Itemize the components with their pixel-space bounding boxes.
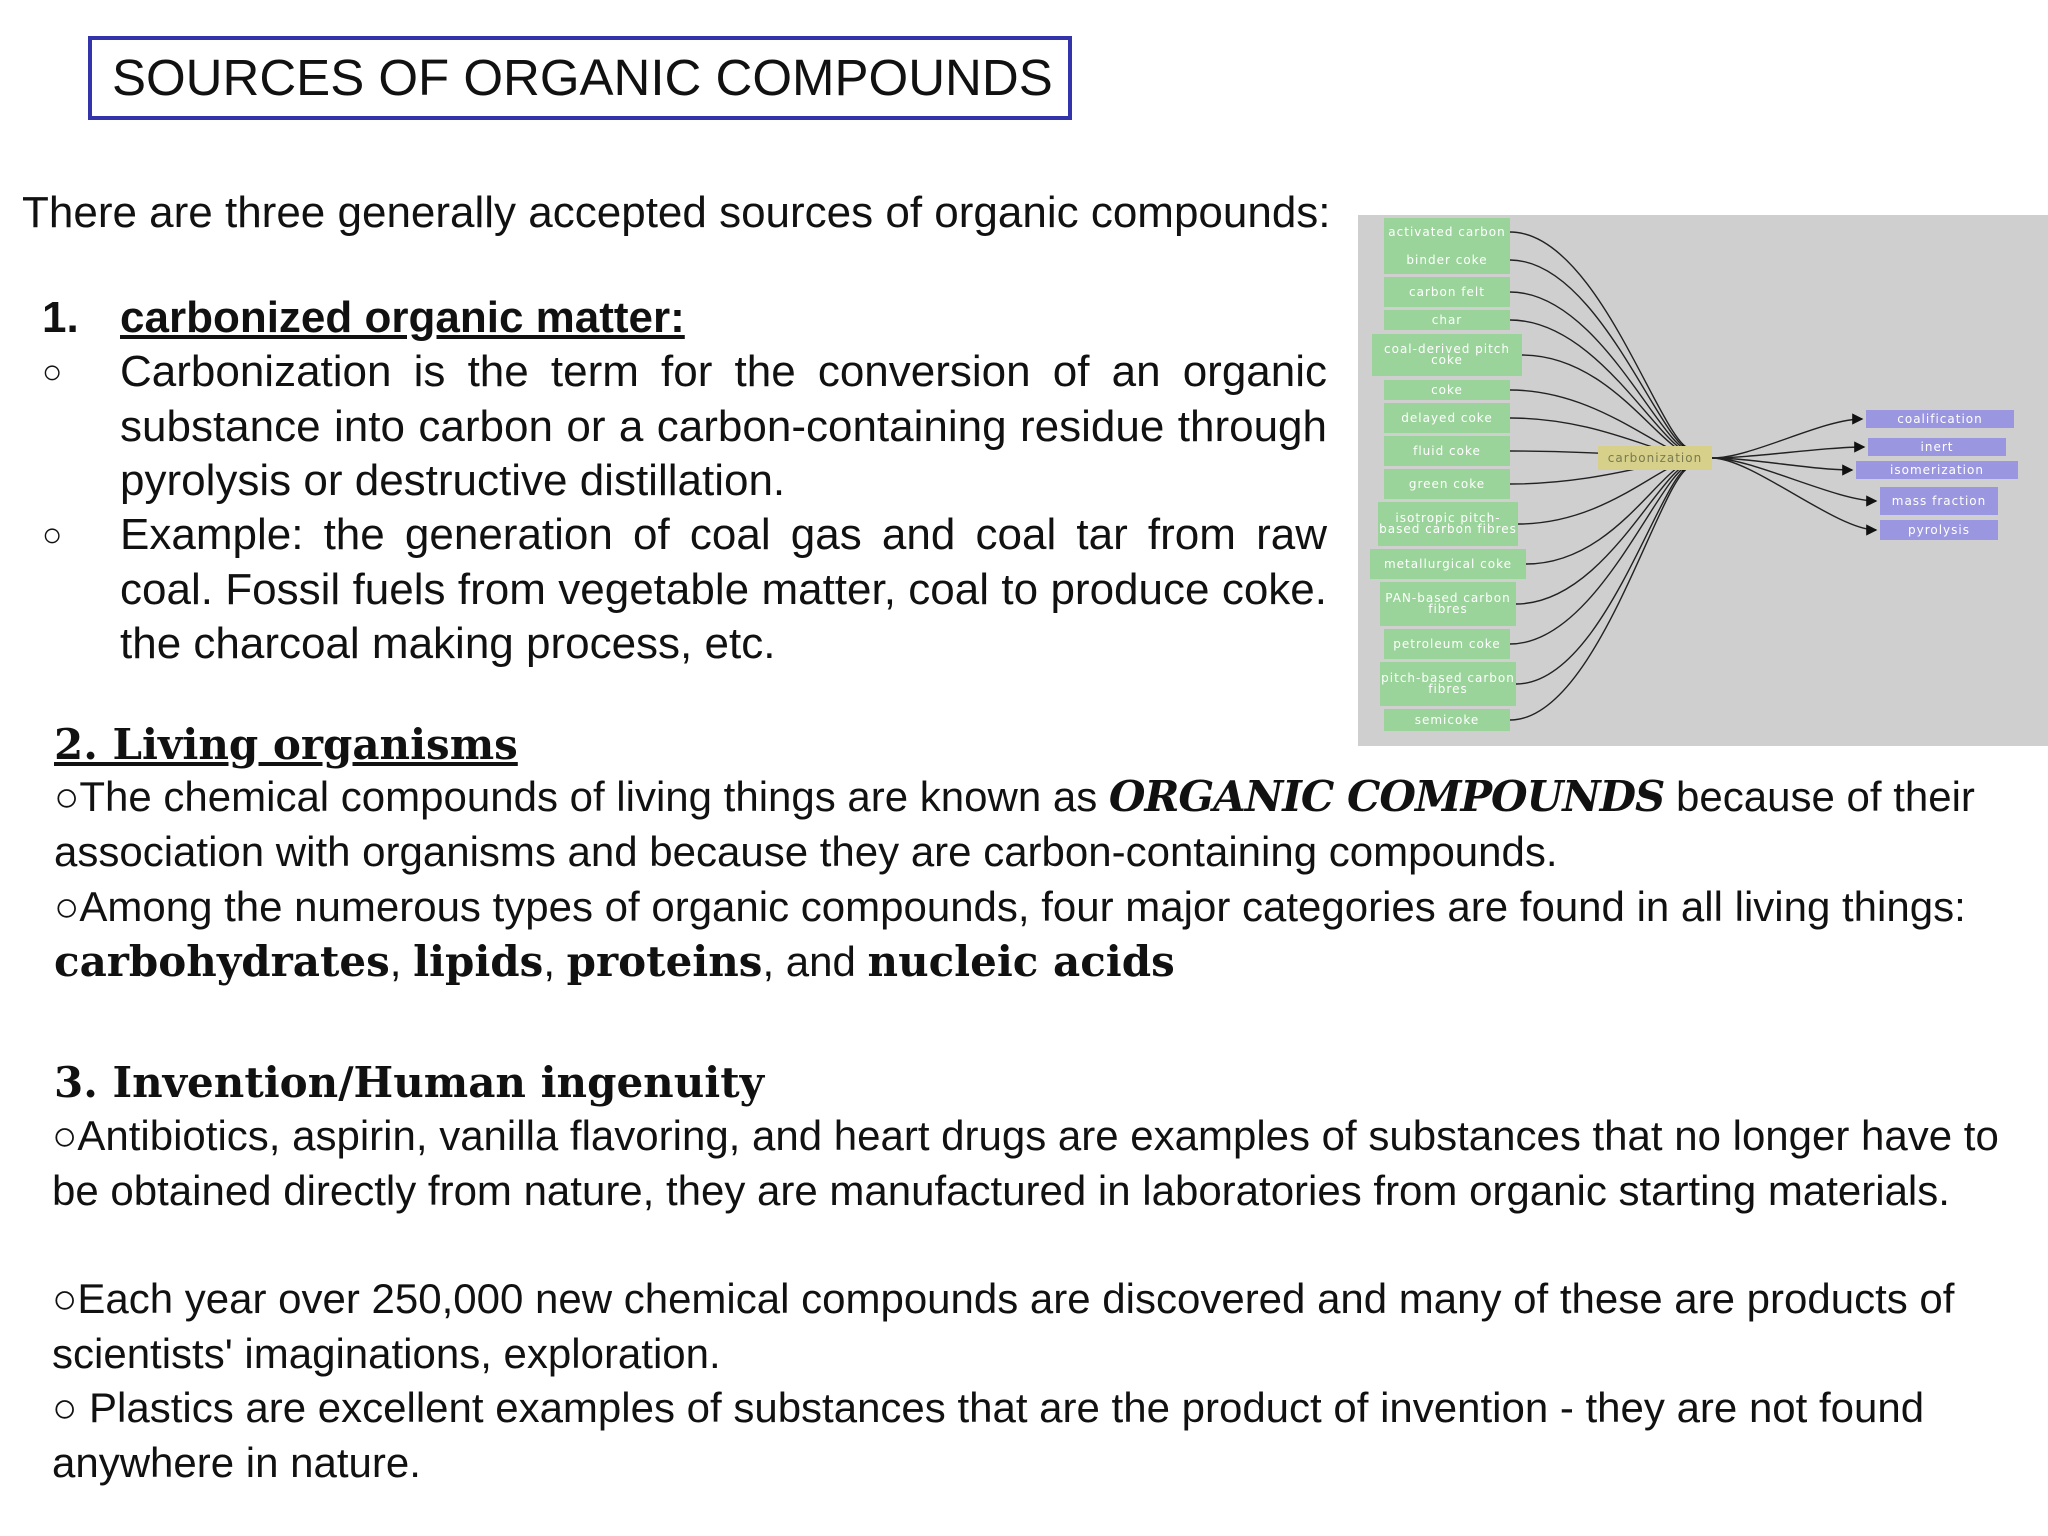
intro-text: There are three generally accepted sources of organic compounds: [22,188,1331,237]
section1-item [42,345,1327,509]
section2-paragraph [54,880,2014,989]
section1-heading [42,290,685,346]
organic-compounds-emphasis: ORGANIC COMPOUNDS [1108,772,1665,821]
paragraph-lead: ○Among the numerous types of organic compounds, four major categories are found in all living things: [54,883,1966,930]
diagram-edge [1510,232,1692,450]
diagram-output-node: isomerization [1856,461,2018,479]
diagram-input-node: PAN-based carbon fibres [1380,582,1516,626]
diagram-edge [1712,458,1876,530]
diagram-input-node: delayed coke [1384,403,1510,433]
term-proteins: proteins [566,936,763,986]
section3-paragraph: ○Antibiotics, aspirin, vanilla flavoring, and heart drugs are examples of substances that no longer have to be obtained directly from nature, they are manufactured in laboratories from organic starting materials. [52,1112,1999,1214]
diagram-input-node: coal-derived pitch coke [1372,334,1522,376]
bullet-circle-icon: ○ [42,516,63,554]
diagram-output-node: inert [1868,438,2006,456]
diagram-edge [1516,463,1692,604]
section1-heading-text: carbonized organic matter: [120,293,685,342]
diagram-edge [1526,462,1692,564]
paragraph-lead: ○The chemical compounds of living things are known as [54,773,1109,820]
term-carbohydrates: carbohydrates [54,936,390,986]
diagram-input-node: char [1384,310,1510,330]
diagram-output-node: mass fraction [1880,487,1998,515]
diagram-input-node: metallurgical coke [1370,549,1526,579]
paragraph-tail: because of their association with organisms and because they are carbon-containing compounds. [54,773,1975,875]
diagram-input-node: activated carbon [1384,218,1510,246]
diagram-input-node: coke [1384,380,1510,400]
term-lipids: lipids [413,936,544,986]
separator: , and [762,937,868,985]
diagram-input-node: isotropic pitch-based carbon fibres [1378,502,1518,546]
diagram-edge [1510,320,1692,453]
separator: , [543,937,567,985]
section2-paragraph [54,770,2014,879]
diagram-input-node: binder coke [1384,246,1510,274]
section1-item [42,508,1327,672]
section1-number: 1. [42,293,79,342]
diagram-edge [1510,292,1692,452]
diagram-input-node: petroleum coke [1384,629,1510,659]
diagram-input-node: semicoke [1384,709,1510,731]
diagram-edge [1510,466,1692,720]
diagram-output-node: coalification [1866,410,2014,428]
diagram-output-node: pyrolysis [1880,520,1998,540]
bullet-circle-icon: ○ [42,353,63,391]
diagram-edge [1712,458,1852,470]
slide-title: SOURCES OF ORGANIC COMPOUNDS [88,36,1072,120]
section1-item-text: Carbonization is the term for the conversion of an organic substance into carbon or a carbon-containing residue through pyrolysis or destructive distillation. [120,347,1327,505]
diagram-input-node: green coke [1384,469,1510,499]
section3-heading: 3. Invention/Human ingenuity [54,1058,765,1107]
diagram-edge [1712,447,1864,458]
diagram-input-node: fluid coke [1384,436,1510,466]
separator: , [389,937,414,985]
diagram-edge [1516,465,1692,684]
diagram-input-node: carbon felt [1384,277,1510,307]
term-nucleic-acids: nucleic acids [867,936,1175,986]
diagram-edge [1510,464,1692,644]
diagram-input-node: pitch-based carbon fibres [1380,662,1516,706]
section3-paragraph: ○ Plastics are excellent examples of substances that are the product of invention - they are not found anywhere in nature. [52,1384,1925,1486]
section2-heading: 2. Living organisms [54,720,518,769]
section1-item-text: Example: the generation of coal gas and coal tar from raw coal. Fossil fuels from vegetable matter, coal to produce coke. the charcoal making process, etc. [120,510,1327,668]
section3-paragraph: ○Each year over 250,000 new chemical compounds are discovered and many of these are products of scientists' imaginations, exploration. [52,1275,1955,1377]
diagram-center-node: carbonization [1598,446,1712,470]
carbonization-diagram [1358,215,2048,746]
